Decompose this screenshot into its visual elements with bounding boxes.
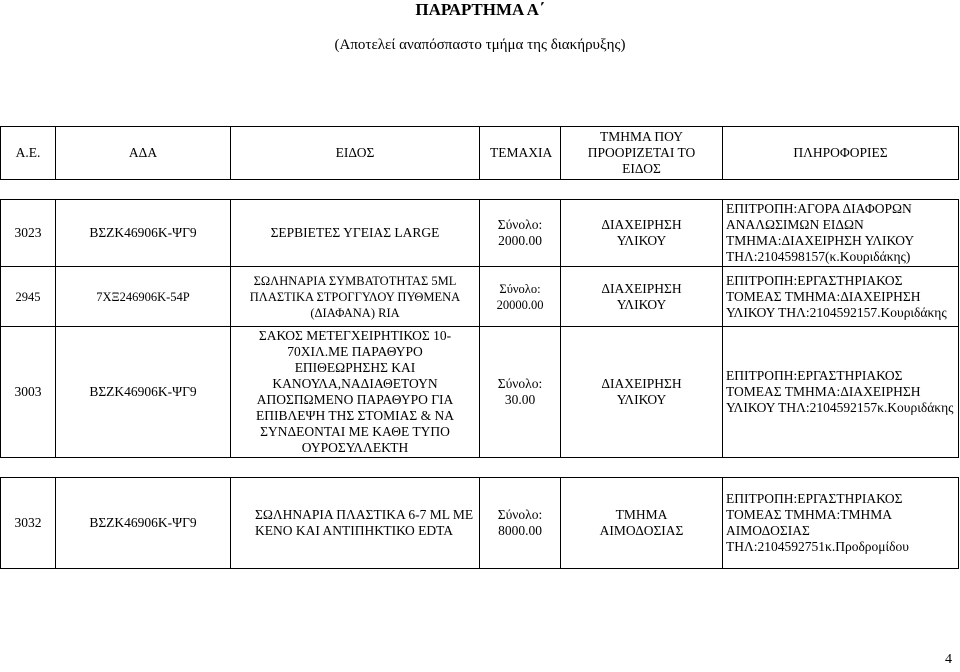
cell-tmima: ΤΜΗΜΑ ΑΙΜΟΔΟΣΙΑΣ xyxy=(561,478,723,569)
cell-plirofories: ΕΠΙΤΡΟΠΗ:ΕΡΓΑΣΤΗΡΙΑΚΟΣ ΤΟΜΕΑΣ ΤΜΗΜΑ:ΤΜΗΜΑ ΑΙΜΟΔΟΣΙΑΣ ΤΗΛ:2104592751κ.Προδρομίδου xyxy=(723,478,959,569)
page-subtitle: (Αποτελεί αναπόσπαστο τμήμα της διακήρυξης) xyxy=(334,37,626,53)
column-header-eidos: ΕΙΔΟΣ xyxy=(231,127,480,180)
cell-ada: ΒΣΖΚ46906Κ-ΨΓ9 xyxy=(56,478,231,569)
column-header-ae: Α.Ε. xyxy=(1,127,56,180)
cell-ada: ΒΣΖΚ46906Κ-ΨΓ9 xyxy=(56,200,231,267)
column-header-tmima: ΤΜΗΜΑ ΠΟΥ ΠΡΟΟΡΙΖΕΤΑΙ ΤΟ ΕΙΔΟΣ xyxy=(561,127,723,180)
cell-eidos: ΣΩΛΗΝΑΡΙΑ ΠΛΑΣΤΙΚΑ 6-7 ML ΜΕ ΚΕΝΟ ΚΑΙ ΑΝΤΙΠΗΚΤΙΚΟ EDTA xyxy=(231,478,480,569)
page-title: ΠΑΡΑΡΤΗΜΑ Α΄ xyxy=(415,0,545,19)
cell-temaxia: Σύνολο: 8000.00 xyxy=(480,478,561,569)
column-header-temaxia: ΤΕΜΑΧΙΑ xyxy=(480,127,561,180)
items-table xyxy=(0,126,959,569)
cell-plirofories: ΕΠΙΤΡΟΠΗ:ΕΡΓΑΣΤΗΡΙΑΚΟΣ ΤΟΜΕΑΣ ΤΜΗΜΑ:ΔΙΑΧΕΙΡΗΣΗ ΥΛΙΚΟΥ ΤΗΛ:2104592157κ.Κουριδάκης xyxy=(723,327,959,458)
column-header-ada: ΑΔΑ xyxy=(56,127,231,180)
cell-ae: 3003 xyxy=(1,327,56,458)
table-header-row xyxy=(1,127,959,180)
table-row xyxy=(1,478,959,569)
cell-ae: 3023 xyxy=(1,200,56,267)
cell-plirofories: ΕΠΙΤΡΟΠΗ:ΕΡΓΑΣΤΗΡΙΑΚΟΣ ΤΟΜΕΑΣ ΤΜΗΜΑ:ΔΙΑΧΕΙΡΗΣΗ ΥΛΙΚΟΥ ΤΗΛ:2104592157.Κουριδάκης xyxy=(723,267,959,327)
table-row xyxy=(1,200,959,267)
cell-tmima: ΔΙΑΧΕΙΡΗΣΗ ΥΛΙΚΟΥ xyxy=(561,267,723,327)
cell-eidos: ΣΑΚΟΣ ΜΕΤΕΓΧΕΙΡΗΤΙΚΟΣ 10-70ΧΙΛ.ΜΕ ΠΑΡΑΘΥΡΟ ΕΠΙΘΕΩΡΗΣΗΣ ΚΑΙ ΚΑΝΟΥΛΑ,ΝΑΔΙΑΘΕΤΟΥΝ ΑΠΟΣΠΩΜΕΝΟ ΠΑΡΑΘΥΡΟ ΓΙΑ ΕΠΙΒΛΕΨΗ ΤΗΣ ΣΤΟΜΙΑΣ & ΝΑ ΣΥΝΔΕΟΝΤΑΙ ΜΕ ΚΑΘΕ ΤΥΠΟ ΟΥΡΟΣΥΛΛΕΚΤΗ xyxy=(231,327,480,458)
cell-temaxia: Σύνολο: 2000.00 xyxy=(480,200,561,267)
cell-temaxia: Σύνολο: 30.00 xyxy=(480,327,561,458)
column-header-plirofories: ΠΛΗΡΟΦΟΡΙΕΣ xyxy=(723,127,959,180)
cell-ae: 3032 xyxy=(1,478,56,569)
cell-ada: 7ΧΞ246906Κ-54Ρ xyxy=(56,267,231,327)
cell-eidos: ΣΩΛΗΝΑΡΙΑ ΣΥΜΒΑΤΟΤΗΤΑΣ 5ML ΠΛΑΣΤΙΚΑ ΣΤΡΟΓΓΥΛΟΥ ΠΥΘΜΕΝΑ (ΔΙΑΦΑΝΑ) RIA xyxy=(231,267,480,327)
cell-ada: ΒΣΖΚ46906Κ-ΨΓ9 xyxy=(56,327,231,458)
cell-tmima: ΔΙΑΧΕΙΡΗΣΗ ΥΛΙΚΟΥ xyxy=(561,200,723,267)
cell-tmima: ΔΙΑΧΕΙΡΗΣΗ ΥΛΙΚΟΥ xyxy=(561,327,723,458)
table-row xyxy=(1,267,959,327)
cell-temaxia: Σύνολο: 20000.00 xyxy=(480,267,561,327)
page-number: 4 xyxy=(945,652,952,667)
cell-eidos: ΣΕΡΒΙΕΤΕΣ ΥΓΕΙΑΣ LARGE xyxy=(231,200,480,267)
cell-plirofories: ΕΠΙΤΡΟΠΗ:ΑΓΟΡΑ ΔΙΑΦΟΡΩΝ ΑΝΑΛΩΣΙΜΩΝ ΕΙΔΩΝ ΤΜΗΜΑ:ΔΙΑΧΕΙΡΗΣΗ ΥΛΙΚΟΥ ΤΗΛ:2104598157(κ.Κουριδάκης) xyxy=(723,200,959,267)
table-row xyxy=(1,327,959,458)
cell-ae: 2945 xyxy=(1,267,56,327)
